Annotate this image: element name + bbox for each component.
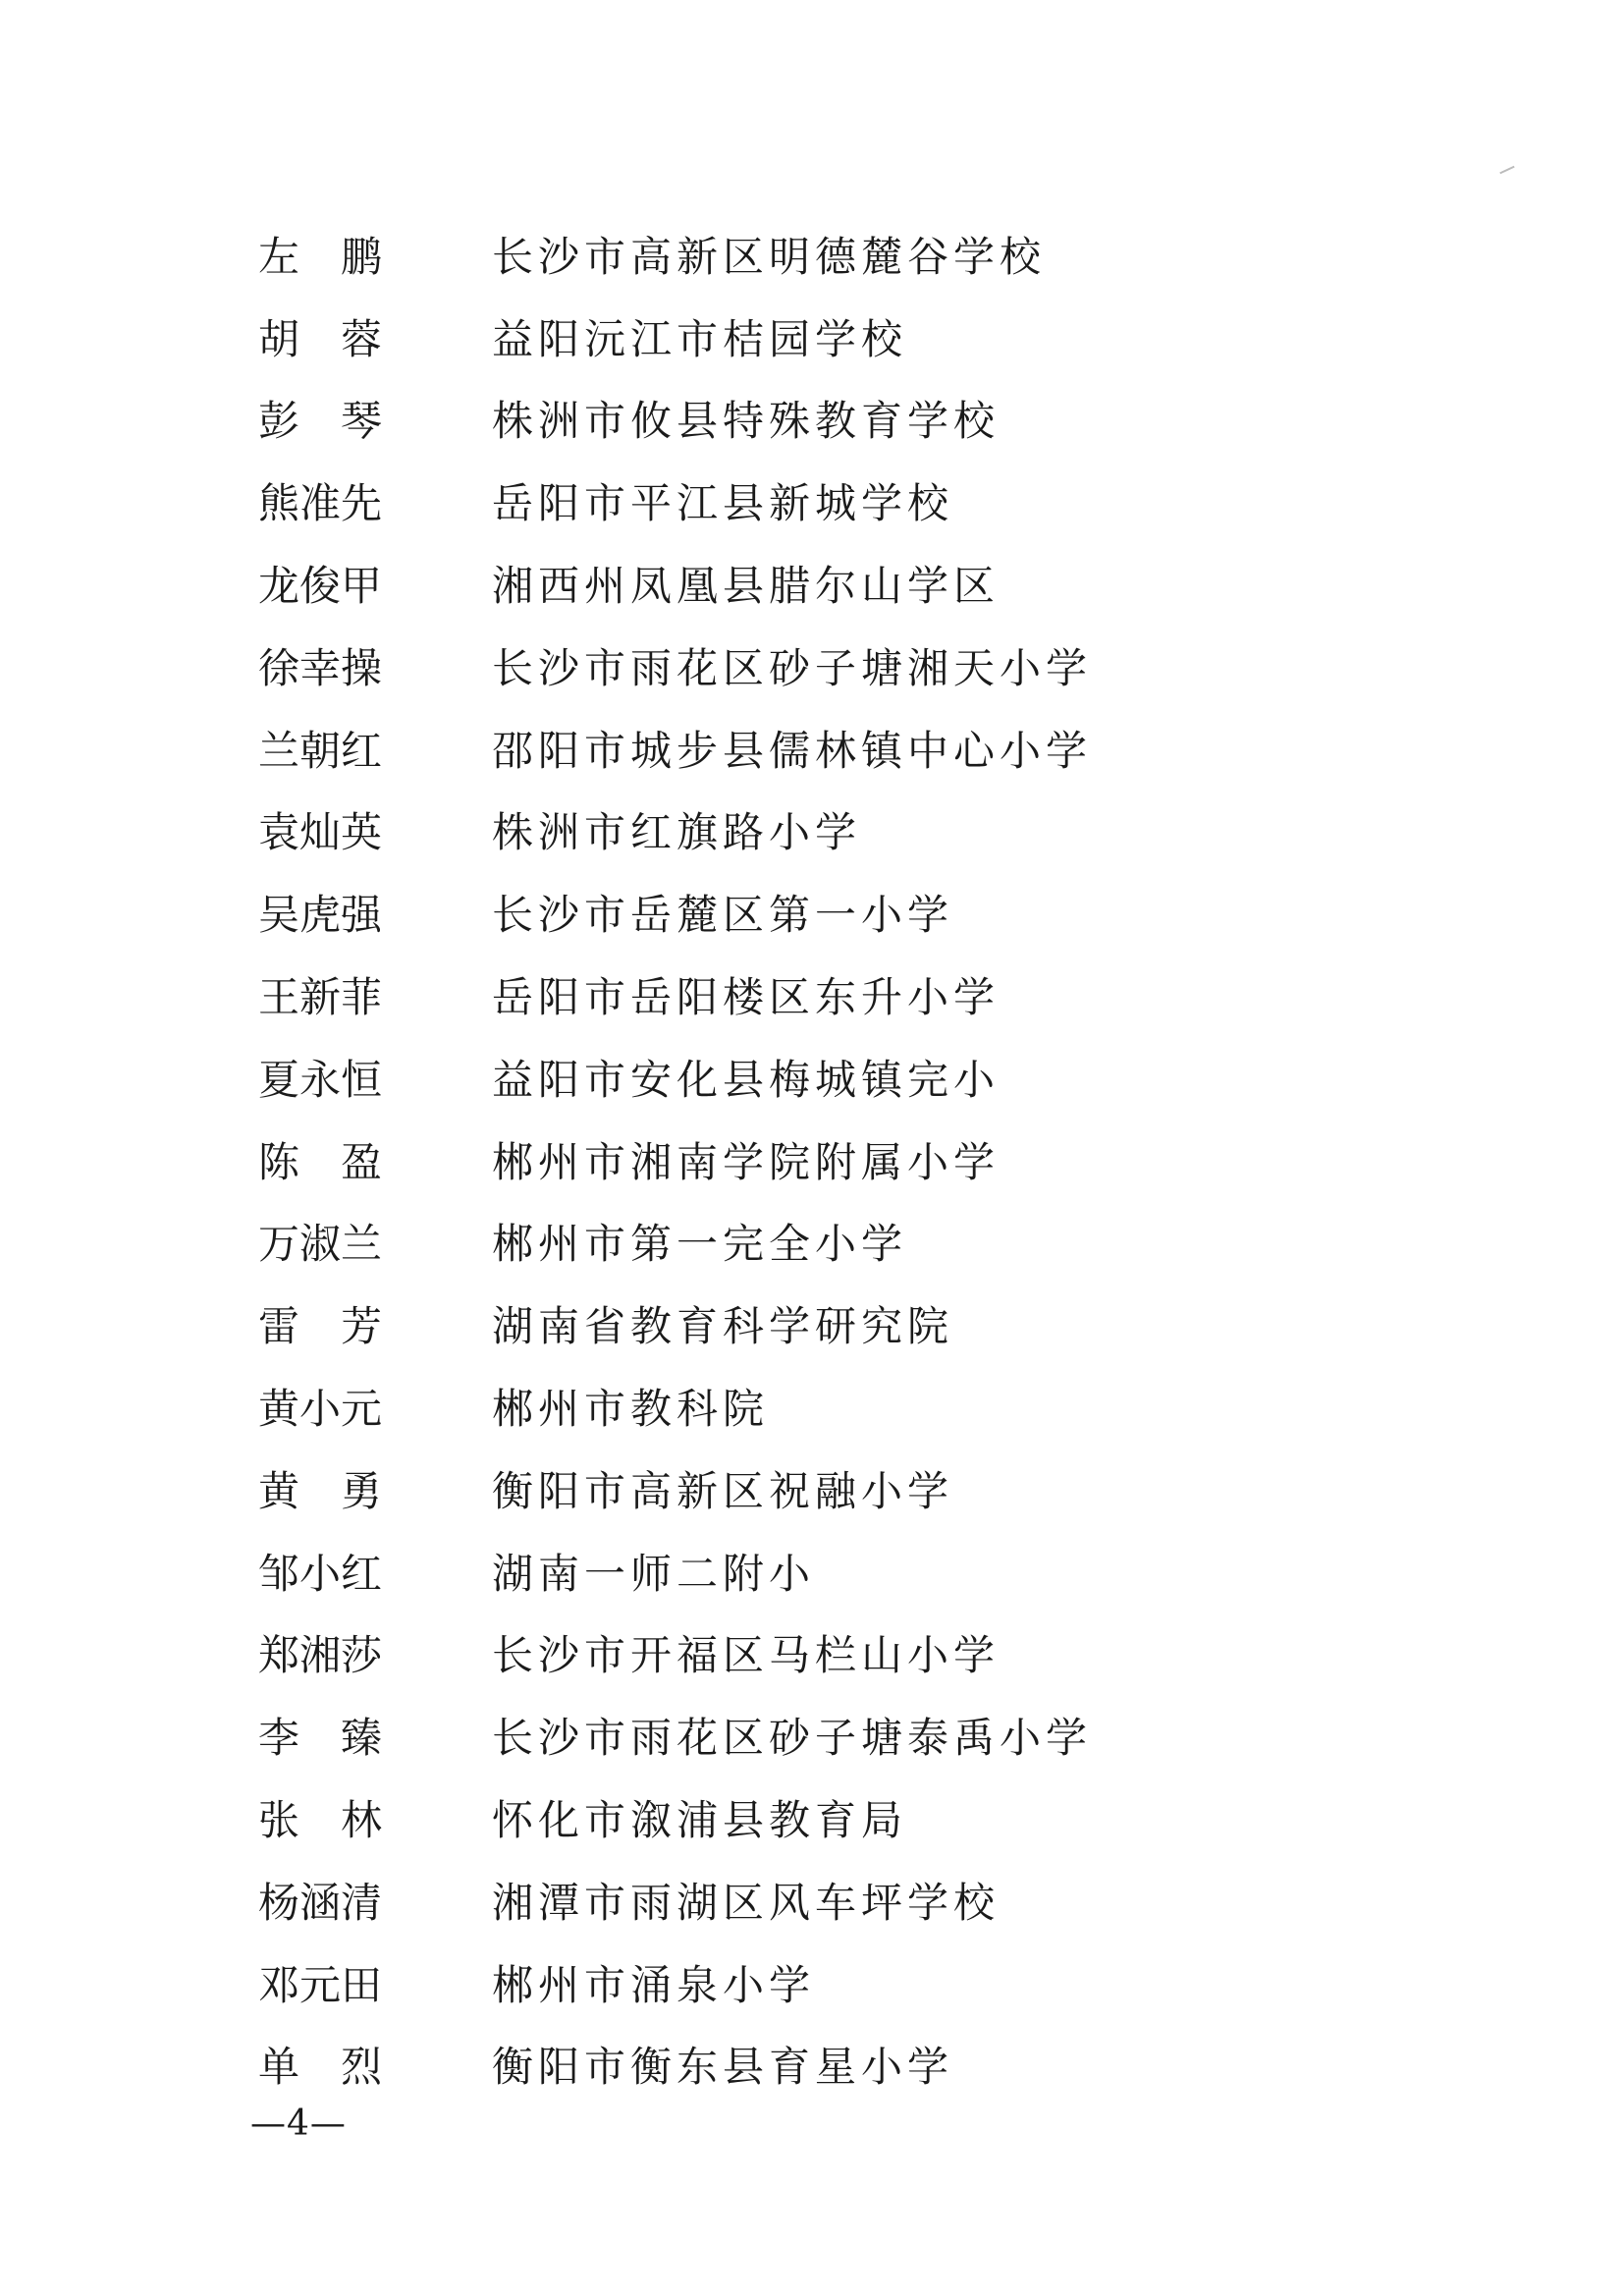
person-name: 徐幸操 [258,643,383,692]
person-name: 黄 勇 [258,1466,383,1515]
list-item [258,2027,1436,2109]
organization-name: 株洲市攸县特殊教育学校 [492,397,1001,446]
person-name: 郑湘莎 [258,1631,383,1680]
person-name: 黄小元 [258,1385,383,1434]
person-name: 胡 蓉 [258,314,383,363]
person-name: 陈 盈 [258,1137,383,1186]
scan-mark [1499,166,1514,175]
list-item [258,1285,1436,1368]
list-item [258,1615,1436,1698]
person-name: 彭 琴 [258,397,383,446]
list-item [258,1533,1436,1615]
list-item [258,1697,1436,1779]
name-list [258,216,1436,2108]
organization-name: 益阳沅江市桔园学校 [492,314,908,363]
list-item [258,628,1436,710]
organization-name: 岳阳市平江县新城学校 [492,479,954,528]
person-name: 万淑兰 [258,1220,383,1269]
organization-name: 湘潭市雨湖区风车坪学校 [492,1878,1001,1927]
organization-name: 长沙市高新区明德麓谷学校 [492,232,1047,281]
organization-name: 衡阳市衡东县育星小学 [492,2043,954,2092]
person-name: 雷 芳 [258,1302,383,1351]
person-name: 杨涵清 [258,1878,383,1927]
organization-name: 长沙市开福区马栏山小学 [492,1631,1001,1680]
list-item [258,1368,1436,1450]
organization-name: 长沙市岳麓区第一小学 [492,891,954,940]
person-name: 单 烈 [258,2043,383,2092]
list-item [258,1779,1436,1862]
organization-name: 湖南一师二附小 [492,1549,816,1598]
organization-name: 郴州市第一完全小学 [492,1220,908,1269]
person-name: 张 林 [258,1796,383,1845]
organization-name: 郴州市湘南学院附属小学 [492,1137,1001,1186]
person-name: 夏永恒 [258,1055,383,1104]
organization-name: 衡阳市高新区祝融小学 [492,1466,954,1515]
list-item [258,1204,1436,1286]
person-name: 李 臻 [258,1714,383,1763]
person-name: 熊准先 [258,479,383,528]
organization-name: 益阳市安化县梅城镇完小 [492,1055,1001,1104]
person-name: 邓元田 [258,1960,383,2009]
organization-name: 湘西州凤凰县腊尔山学区 [492,562,1001,611]
list-item [258,299,1436,381]
list-item [258,1450,1436,1533]
list-item [258,381,1436,464]
organization-name: 邵阳市城步县儒林镇中心小学 [492,726,1093,775]
list-item [258,463,1436,545]
organization-name: 长沙市雨花区砂子塘湘天小学 [492,643,1093,692]
organization-name: 郴州市教科院 [492,1385,770,1434]
list-item [258,874,1436,957]
list-item [258,957,1436,1039]
person-name: 左 鹏 [258,232,383,281]
person-name: 龙俊甲 [258,562,383,611]
organization-name: 湖南省教育科学研究院 [492,1302,954,1351]
page-number: —4— [250,2104,347,2144]
person-name: 吴虎强 [258,891,383,940]
list-item [258,1944,1436,2027]
list-item [258,1862,1436,1944]
organization-name: 郴州市涌泉小学 [492,1960,816,2009]
list-item [258,1039,1436,1121]
organization-name: 岳阳市岳阳楼区东升小学 [492,973,1001,1022]
person-name: 王新菲 [258,973,383,1022]
list-item [258,793,1436,875]
person-name: 邹小红 [258,1549,383,1598]
organization-name: 怀化市溆浦县教育局 [492,1796,908,1845]
list-item [258,1121,1436,1204]
organization-name: 长沙市雨花区砂子塘泰禹小学 [492,1714,1093,1763]
person-name: 兰朝红 [258,726,383,775]
list-item [258,710,1436,793]
list-item [258,216,1436,299]
organization-name: 株洲市红旗路小学 [492,808,862,857]
list-item [258,545,1436,628]
person-name: 袁灿英 [258,808,383,857]
